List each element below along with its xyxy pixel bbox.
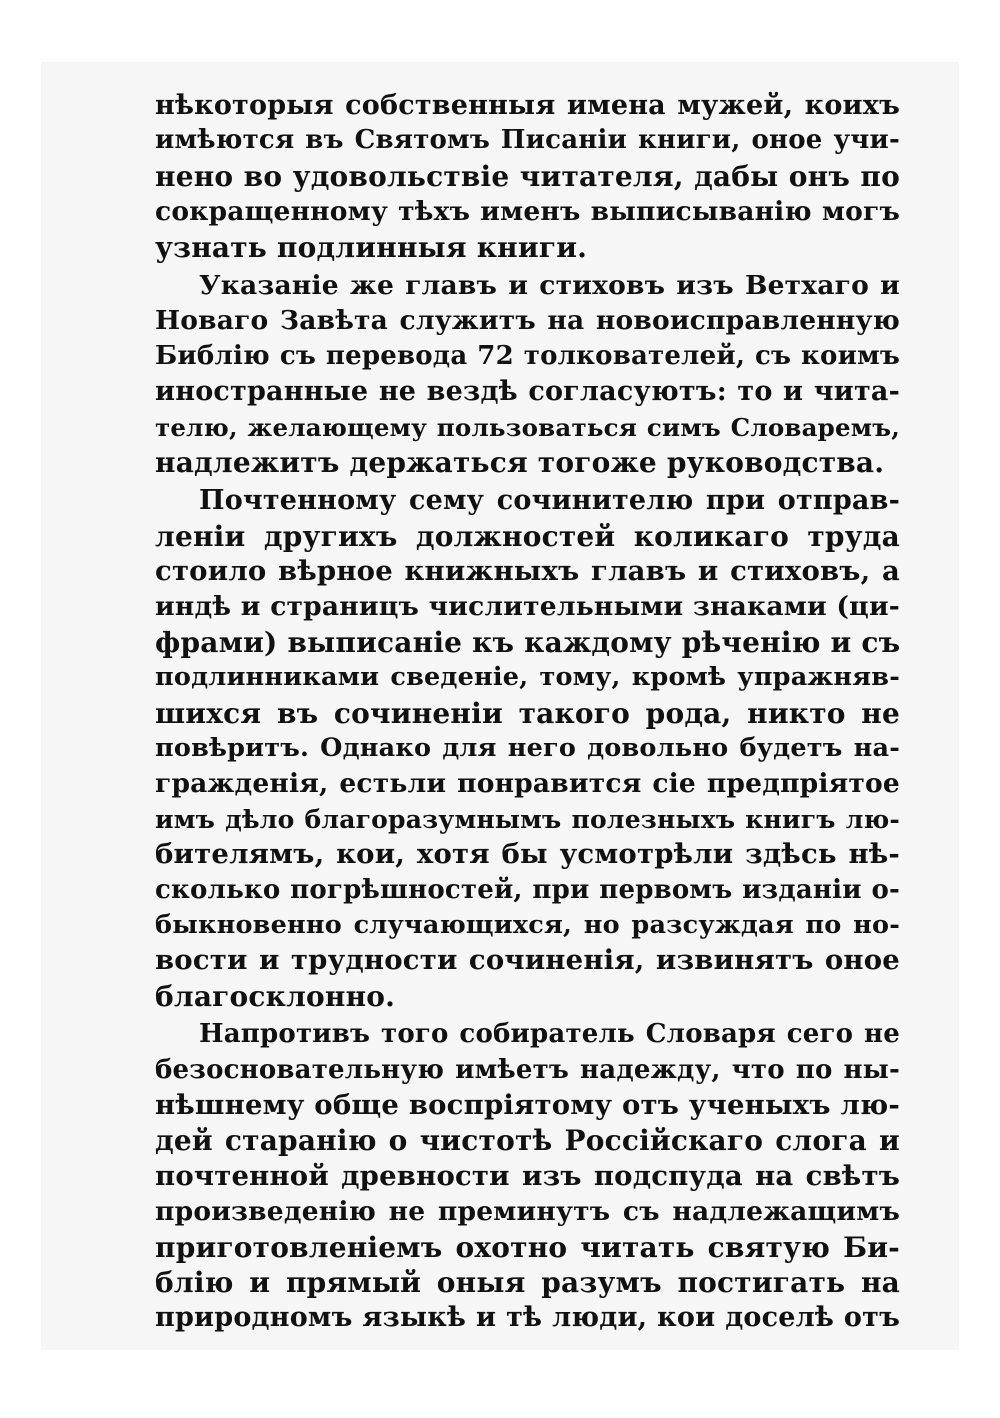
text-line: Библію съ перевода 72 толкователей, съ коимъ bbox=[155, 340, 900, 371]
text-line: леніи другихъ должностей коликаго труда bbox=[155, 519, 900, 553]
text-line: быкновенно случающихся, но разсуждая по но- bbox=[155, 909, 900, 940]
text-line: Почтенному сему сочинителю при отправ- bbox=[199, 485, 900, 517]
text-line: нѣшнему обще воспріятому отъ ученыхъ лю- bbox=[155, 1088, 900, 1121]
text-line: подлинниками сведеніе, тому, кромѣ упражняв- bbox=[155, 662, 900, 693]
text-line: нено во удовольствіе читателя, дабы онъ по bbox=[155, 159, 900, 193]
text-line: повѣритъ. Однако для него довольно будетъ на- bbox=[155, 733, 900, 764]
text-line: узнать подлинныя книги. bbox=[155, 230, 588, 264]
text-line: произведенію не преминутъ съ надлежащимъ bbox=[155, 1196, 900, 1228]
text-line: дей старанію о чистотѣ Россійскаго слога и bbox=[155, 1124, 900, 1158]
text-line: блію и прямый оныя разумъ постигать на bbox=[155, 1265, 900, 1299]
text-line: благосклонно. bbox=[155, 979, 396, 1013]
text-line: нѣкоторыя собственныя имена мужей, коихъ bbox=[155, 90, 900, 121]
text-line: Указаніе же главъ и стиховъ изъ Ветхаго и bbox=[199, 269, 900, 301]
text-line: индѣ и страницъ числительными знаками (ци- bbox=[155, 591, 900, 623]
text-line: телю, желающему пользоваться симъ Словаремъ, bbox=[155, 412, 900, 442]
text-line: имѣются въ Святомъ Писаніи книги, оное учи- bbox=[155, 125, 900, 156]
text-line: природномъ языкѣ и тѣ люди, кои доселѣ отъ bbox=[155, 1302, 900, 1334]
text-line: Новаго Завѣта служитъ на новоисправленную bbox=[155, 305, 900, 337]
text-line: приготовленіемъ охотно читать святую Би- bbox=[155, 1230, 900, 1264]
text-line: надлежитъ держаться тогоже руководства. bbox=[155, 445, 885, 479]
text-line: стоило вѣрное книжныхъ главъ и стиховъ, а bbox=[155, 555, 900, 588]
text-line: имъ дѣло благоразумнымъ полезныхъ книгъ лю- bbox=[155, 804, 900, 834]
text-line: почтенной древности изъ подспуда на свѣтъ bbox=[155, 1159, 900, 1192]
text-line: вости и трудности сочиненія, извинятъ оное bbox=[155, 944, 900, 977]
text-line: безосновательную имѣетъ надежду, что по ны- bbox=[155, 1054, 900, 1085]
text-line: сокращенному тѣхъ именъ выписыванію могъ bbox=[155, 196, 900, 228]
text-line: иностранные не вездѣ согласуютъ: то и чита- bbox=[155, 376, 900, 408]
body-text bbox=[155, 88, 900, 1336]
text-line: Напротивъ того собиратель Словаря сего не bbox=[199, 1019, 900, 1050]
text-line: бителямъ, кои, хотя бы усмотрѣли здѣсь нѣ- bbox=[155, 838, 900, 871]
text-line: фрами) выписаніе къ каждому рѣченію и съ bbox=[155, 625, 900, 659]
text-line: шихся въ сочиненіи такого рода, никто не bbox=[155, 696, 900, 730]
text-line: сколько погрѣшностей, при первомъ изданіи о- bbox=[155, 874, 900, 905]
text-line: гражденія, естьли понравится сіе предпріятое bbox=[155, 768, 900, 800]
